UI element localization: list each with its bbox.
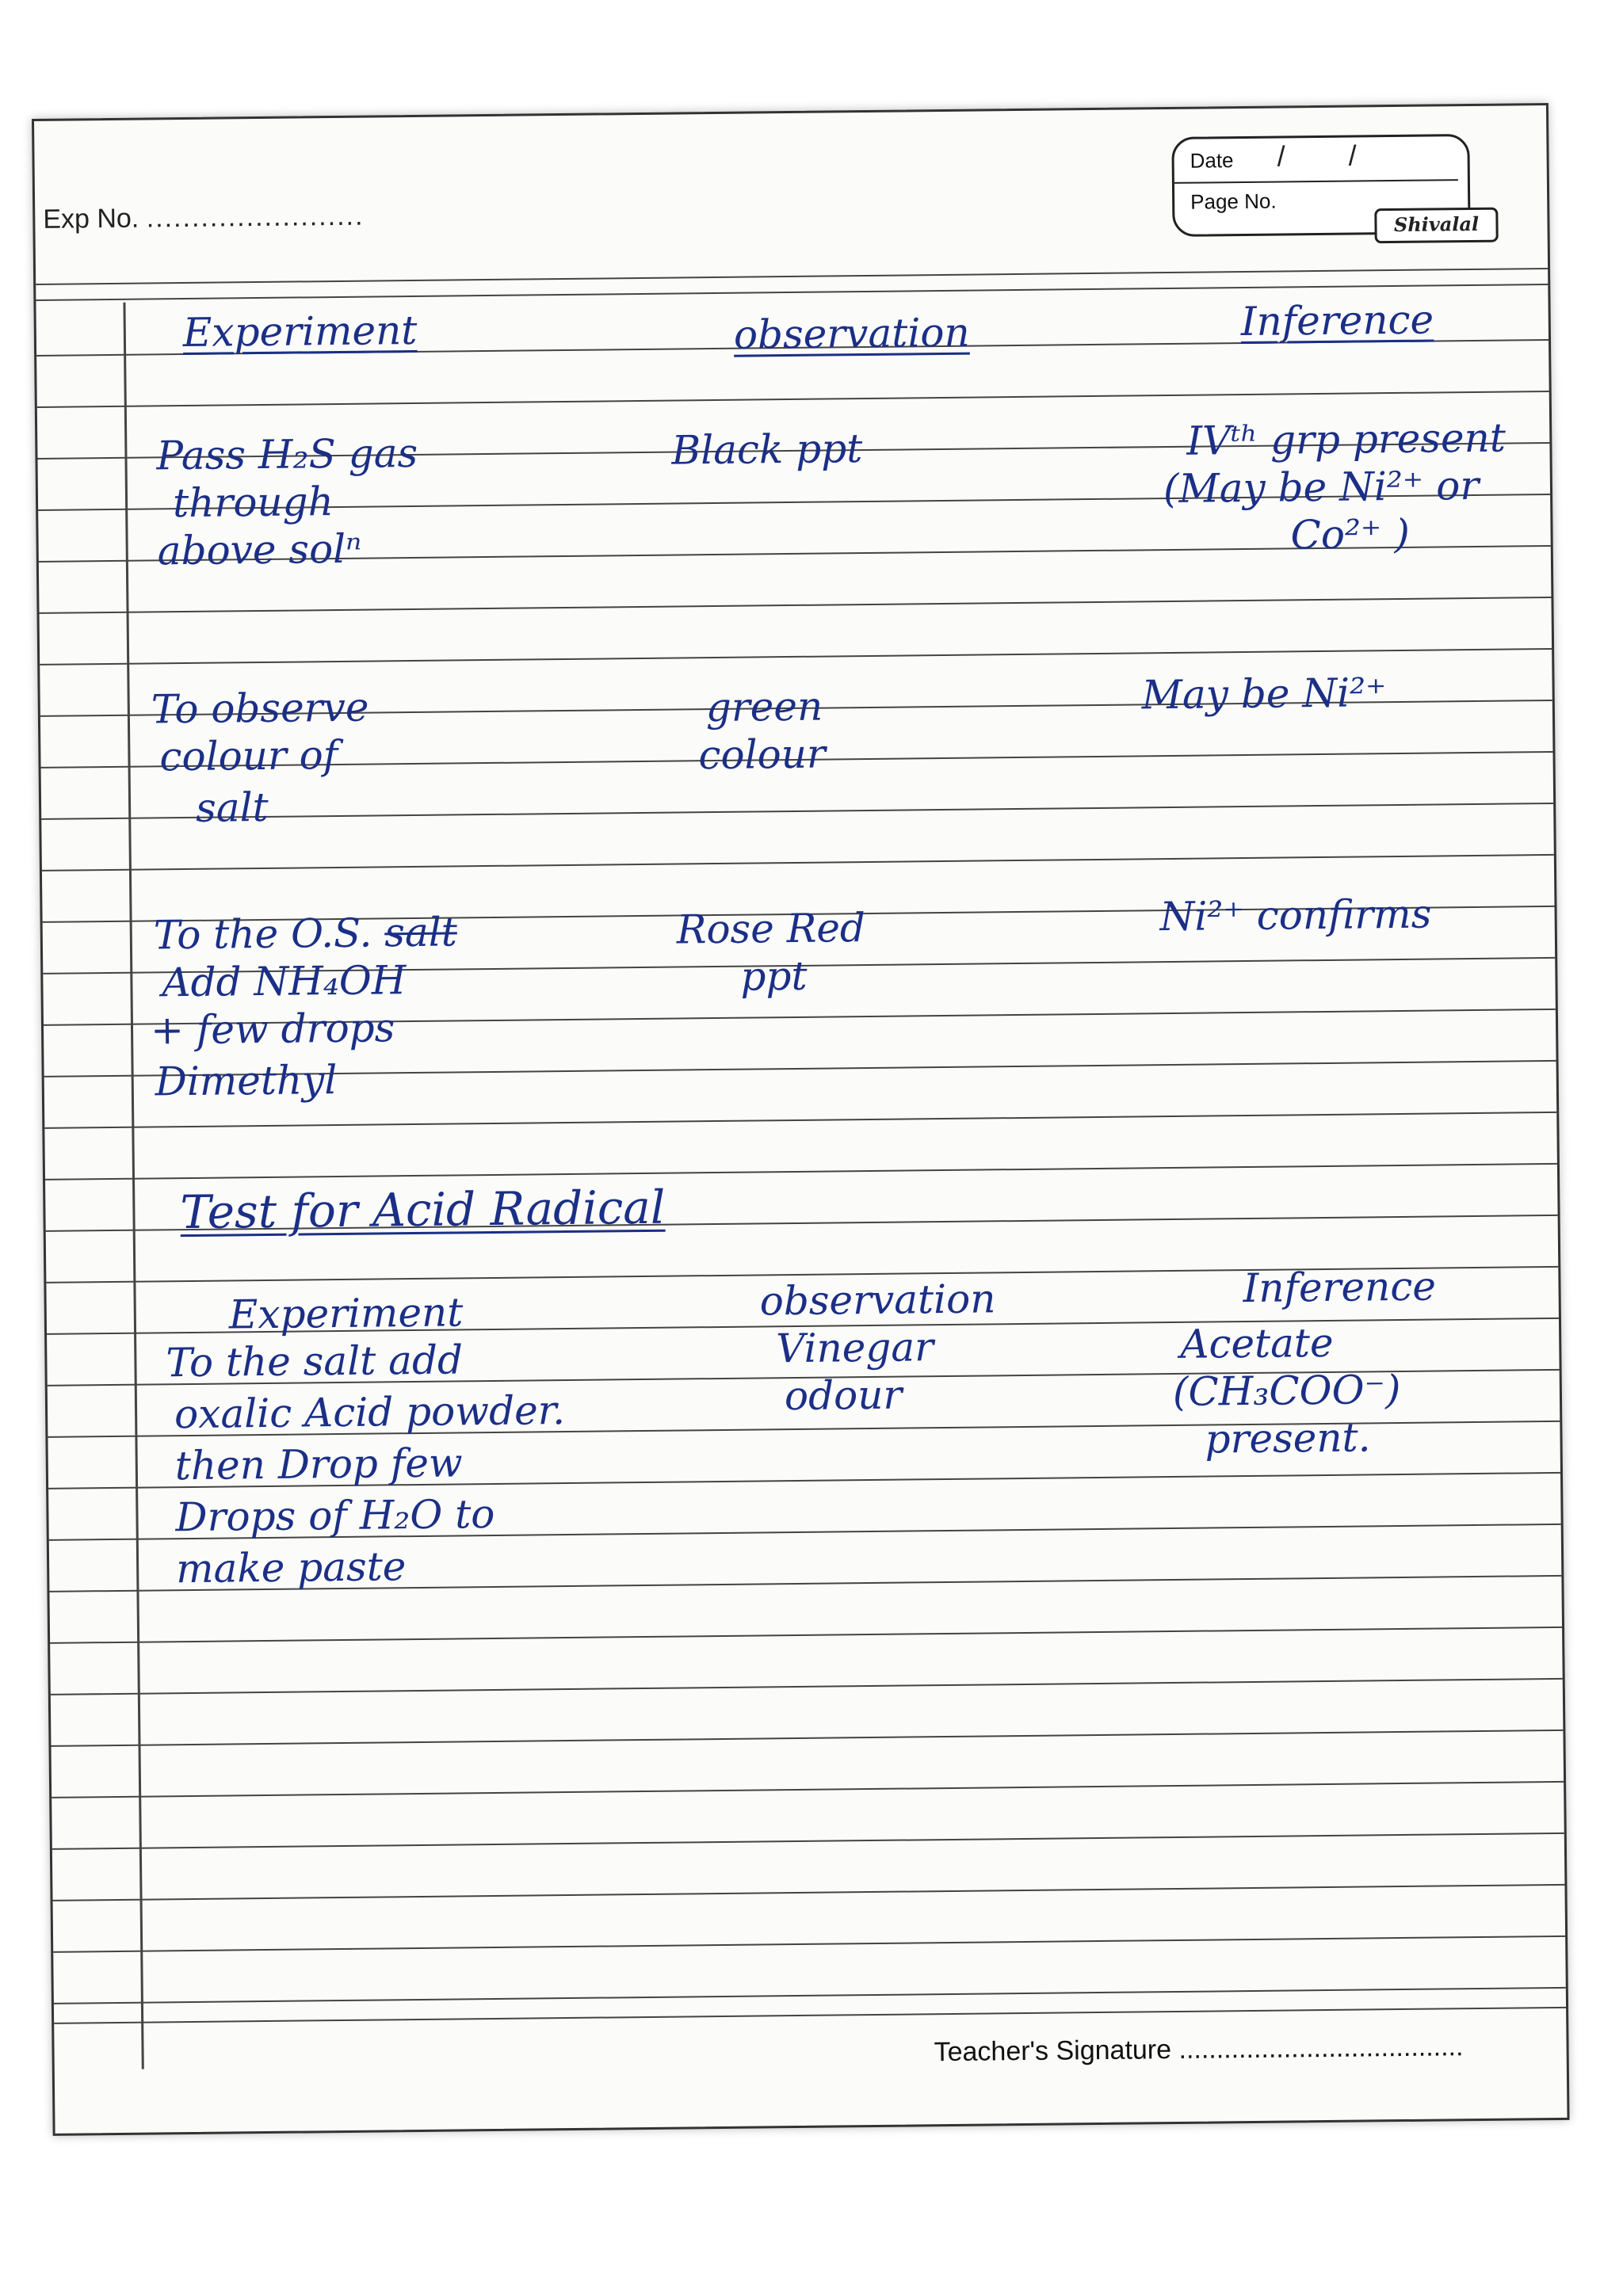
ruled-line <box>51 1730 1563 1747</box>
notebook-page <box>32 103 1570 2136</box>
page-no-label: Page No. <box>1190 189 1277 214</box>
row2-experiment-line1: To observe <box>151 684 369 733</box>
header-experiment: Experiment <box>182 307 418 357</box>
section2-inference-line2: (CH₃COO⁻) <box>1172 1367 1401 1416</box>
signature-dots: ...................................... <box>1178 2031 1464 2065</box>
row1-experiment-line3: above solⁿ <box>157 525 362 574</box>
section2-inference-line1: Acetate <box>1179 1319 1334 1367</box>
teacher-signature <box>934 2031 1463 2068</box>
row1-inference-line1: IVᵗʰ grp present <box>1186 414 1507 464</box>
section2-experiment-line4: Drops of H₂O to <box>175 1490 495 1541</box>
date-slash-2: / <box>1348 139 1357 172</box>
row3-struck-word: salt <box>384 909 458 956</box>
ruled-line <box>40 648 1552 666</box>
signature-label: Teacher's Signature <box>934 2035 1172 2068</box>
section2-observation-line2: odour <box>784 1371 903 1420</box>
section2-observation-line1: Vinegar <box>776 1324 934 1372</box>
row3-experiment-text: To the O.S. <box>153 910 372 959</box>
row1-inference-line2: (May be Ni²⁺ or <box>1163 462 1480 513</box>
ruled-line <box>53 1936 1565 1953</box>
row1-experiment-line1: Pass H₂S gas <box>156 429 418 479</box>
row1-inference-line3: Co²⁺ ) <box>1290 510 1411 559</box>
section2-header-experiment: Experiment <box>228 1289 464 1338</box>
margin-line <box>123 303 143 2069</box>
exp-no-label: Exp No. <box>43 203 139 235</box>
ruled-line <box>54 2007 1566 2024</box>
ruled-line <box>45 1163 1557 1180</box>
header-observation: observation <box>733 309 970 358</box>
exp-no-dots: ........................ <box>146 200 365 234</box>
ruled-line <box>37 391 1549 408</box>
ruled-line <box>52 1781 1564 1798</box>
row2-inference: May be Ni²⁺ <box>1141 669 1387 719</box>
section2-experiment-line1: To the salt add <box>166 1337 464 1386</box>
date-divider <box>1174 179 1458 184</box>
row2-experiment-line3: salt <box>195 784 269 831</box>
section2-inference-line3: present. <box>1205 1414 1371 1463</box>
row3-experiment-line2: Add NH₄OH <box>162 957 407 1006</box>
ruled-line <box>53 1884 1565 1901</box>
section2-header-observation: observation <box>759 1276 996 1325</box>
section2-experiment-line5: make paste <box>175 1543 407 1592</box>
ruled-line <box>52 1833 1564 1850</box>
row3-experiment-line1 <box>153 909 457 958</box>
section2-title: Test for Acid Radical <box>180 1180 666 1240</box>
row1-experiment-line2: through <box>172 479 334 527</box>
row3-experiment-line3: + few drops <box>150 1005 395 1054</box>
row3-experiment-line4: Dimethyl <box>155 1057 338 1105</box>
row1-observation: Black ppt <box>671 425 863 474</box>
ruled-line <box>51 1678 1563 1695</box>
row3-observation-line2: ppt <box>740 952 808 1000</box>
ruled-line <box>44 1112 1556 1129</box>
exp-no <box>43 201 365 235</box>
row2-observation-line2: colour <box>698 730 827 779</box>
ruled-line <box>40 597 1552 614</box>
ruled-line <box>42 854 1554 871</box>
date-slash-1: / <box>1277 139 1285 173</box>
ruled-line <box>50 1627 1562 1644</box>
section2-experiment-line3: then Drop few <box>174 1440 463 1489</box>
ruled-line <box>54 1987 1566 2004</box>
section2-header-inference: Inference <box>1243 1263 1437 1312</box>
brand-logo: Shivalal <box>1374 208 1498 244</box>
row3-inference: Ni²⁺ confirms <box>1159 891 1432 940</box>
row2-experiment-line2: colour of <box>159 732 338 780</box>
header-inference: Inference <box>1240 296 1434 345</box>
date-label: Date <box>1190 148 1234 173</box>
row3-observation-line1: Rose Red <box>676 905 866 953</box>
section2-experiment-line2: oxalic Acid powder. <box>174 1387 566 1438</box>
row2-observation-line1: green <box>705 683 823 731</box>
ruled-line <box>36 268 1548 285</box>
